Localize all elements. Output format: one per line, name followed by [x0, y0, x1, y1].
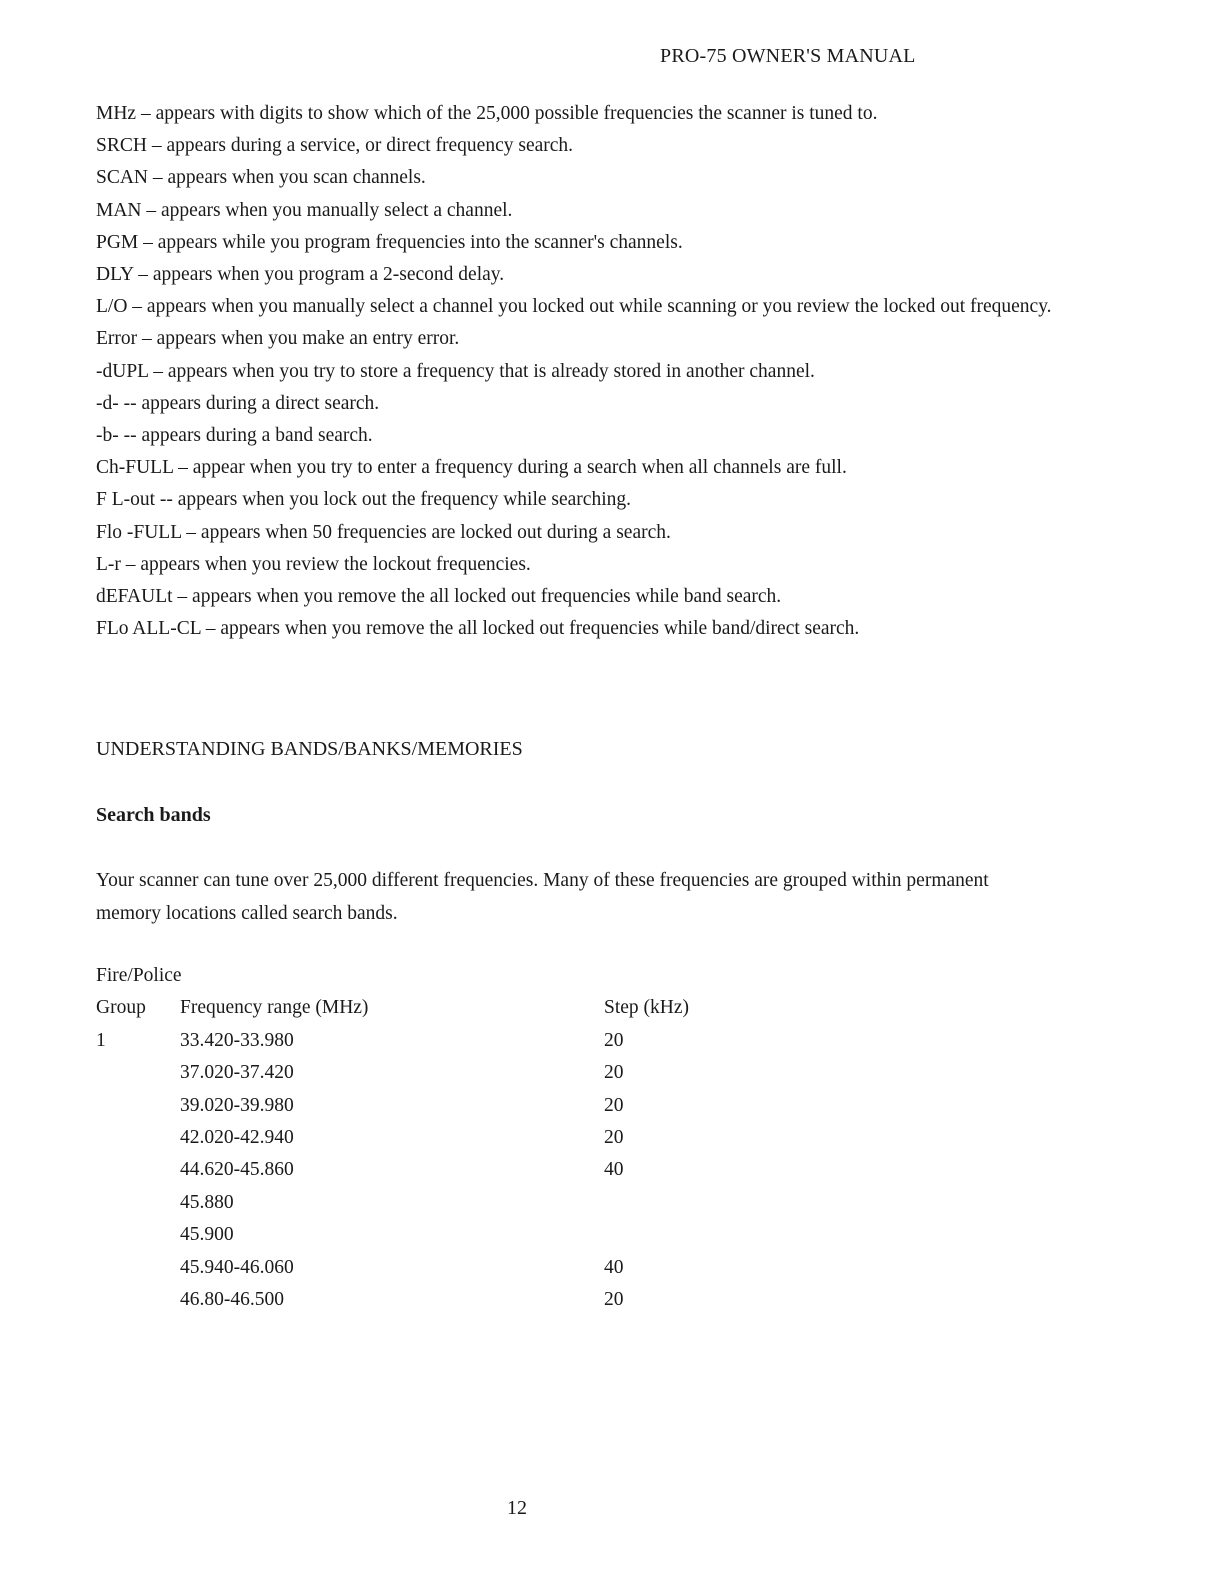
table-row	[96, 1025, 796, 1057]
cell-step: 20	[604, 1062, 624, 1084]
cell-group	[96, 1219, 180, 1251]
cell-range: 44.620-45.860	[180, 1159, 294, 1181]
section-heading: UNDERSTANDING BANDS/BANKS/MEMORIES	[96, 738, 523, 760]
definition-item: Ch-FULL – appear when you try to enter a frequency during a search when all channels are full.	[96, 457, 847, 479]
cell-step: 20	[604, 1127, 624, 1149]
definition-item: Error – appears when you make an entry error.	[96, 328, 460, 350]
table-header-row	[96, 992, 796, 1024]
table-row	[96, 1252, 796, 1284]
cell-range: 37.020-37.420	[180, 1062, 294, 1084]
subsection-heading: Search bands	[96, 804, 211, 826]
table-row	[96, 1154, 796, 1186]
column-header-range: Frequency range (MHz)	[180, 997, 369, 1019]
cell-step: 20	[604, 1029, 624, 1051]
cell-group	[96, 1122, 180, 1154]
definition-item: L/O – appears when you manually select a channel you locked out while scanning or you review the locked out frequency.	[96, 296, 1052, 318]
indicator-definitions	[96, 98, 1056, 645]
column-header-step: Step (kHz)	[604, 997, 690, 1019]
cell-group	[96, 1154, 180, 1186]
cell-range: 33.420-33.980	[180, 1029, 294, 1051]
search-band-table	[96, 960, 796, 1316]
definition-item: F L-out -- appears when you lock out the frequency while searching.	[96, 489, 631, 511]
definition-item: -b- -- appears during a band search.	[96, 425, 373, 447]
cell-group	[96, 1187, 180, 1219]
cell-step	[604, 1219, 754, 1251]
definition-item: Flo -FULL – appears when 50 frequencies are locked out during a search.	[96, 521, 671, 543]
cell-range: 45.940-46.060	[180, 1256, 294, 1278]
definition-item: -d- -- appears during a direct search.	[96, 392, 380, 414]
cell-group	[96, 1090, 180, 1122]
cell-range: 45.900	[180, 1224, 234, 1246]
definition-item: PGM – appears while you program frequencies into the scanner's channels.	[96, 231, 683, 253]
cell-step: 40	[604, 1256, 624, 1278]
definition-item: SCAN – appears when you scan channels.	[96, 167, 426, 189]
cell-step: 40	[604, 1159, 624, 1181]
cell-range: 42.020-42.940	[180, 1127, 294, 1149]
table-row	[96, 1187, 796, 1219]
running-header: PRO-75 OWNER'S MANUAL	[660, 45, 916, 67]
definition-item: L-r – appears when you review the lockout frequencies.	[96, 553, 531, 575]
cell-group: 1	[96, 1029, 106, 1051]
table-row	[96, 1057, 796, 1089]
definition-item: -dUPL – appears when you try to store a frequency that is already stored in another channel.	[96, 360, 815, 382]
table-row	[96, 1122, 796, 1154]
column-header-group: Group	[96, 997, 146, 1019]
definition-item: DLY – appears when you program a 2-second delay.	[96, 264, 505, 286]
band-name: Fire/Police	[96, 965, 182, 986]
intro-paragraph: Your scanner can tune over 25,000 different frequencies. Many of these frequencies are grouped within permanent memory locations called search bands.	[96, 870, 989, 924]
definition-item: dEFAULt – appears when you remove the all locked out frequencies while band search.	[96, 586, 782, 608]
page-number: 12	[507, 1497, 527, 1519]
cell-step: 20	[604, 1289, 624, 1311]
table-row	[96, 1090, 796, 1122]
cell-group	[96, 1252, 180, 1284]
cell-range: 39.020-39.980	[180, 1094, 294, 1116]
cell-range: 46.80-46.500	[180, 1289, 284, 1311]
table-row	[96, 1284, 796, 1316]
cell-step: 20	[604, 1094, 624, 1116]
cell-range: 45.880	[180, 1191, 234, 1213]
cell-group	[96, 1057, 180, 1089]
definition-item: MHz – appears with digits to show which of the 25,000 possible frequencies the scanner is tuned to.	[96, 103, 878, 124]
definition-item: MAN – appears when you manually select a channel.	[96, 199, 513, 221]
definition-item: FLo ALL-CL – appears when you remove the all locked out frequencies while band/direct search.	[96, 618, 860, 640]
cell-group	[96, 1284, 180, 1316]
table-row	[96, 1219, 796, 1251]
cell-step	[604, 1187, 754, 1219]
definition-item: SRCH – appears during a service, or direct frequency search.	[96, 135, 574, 157]
